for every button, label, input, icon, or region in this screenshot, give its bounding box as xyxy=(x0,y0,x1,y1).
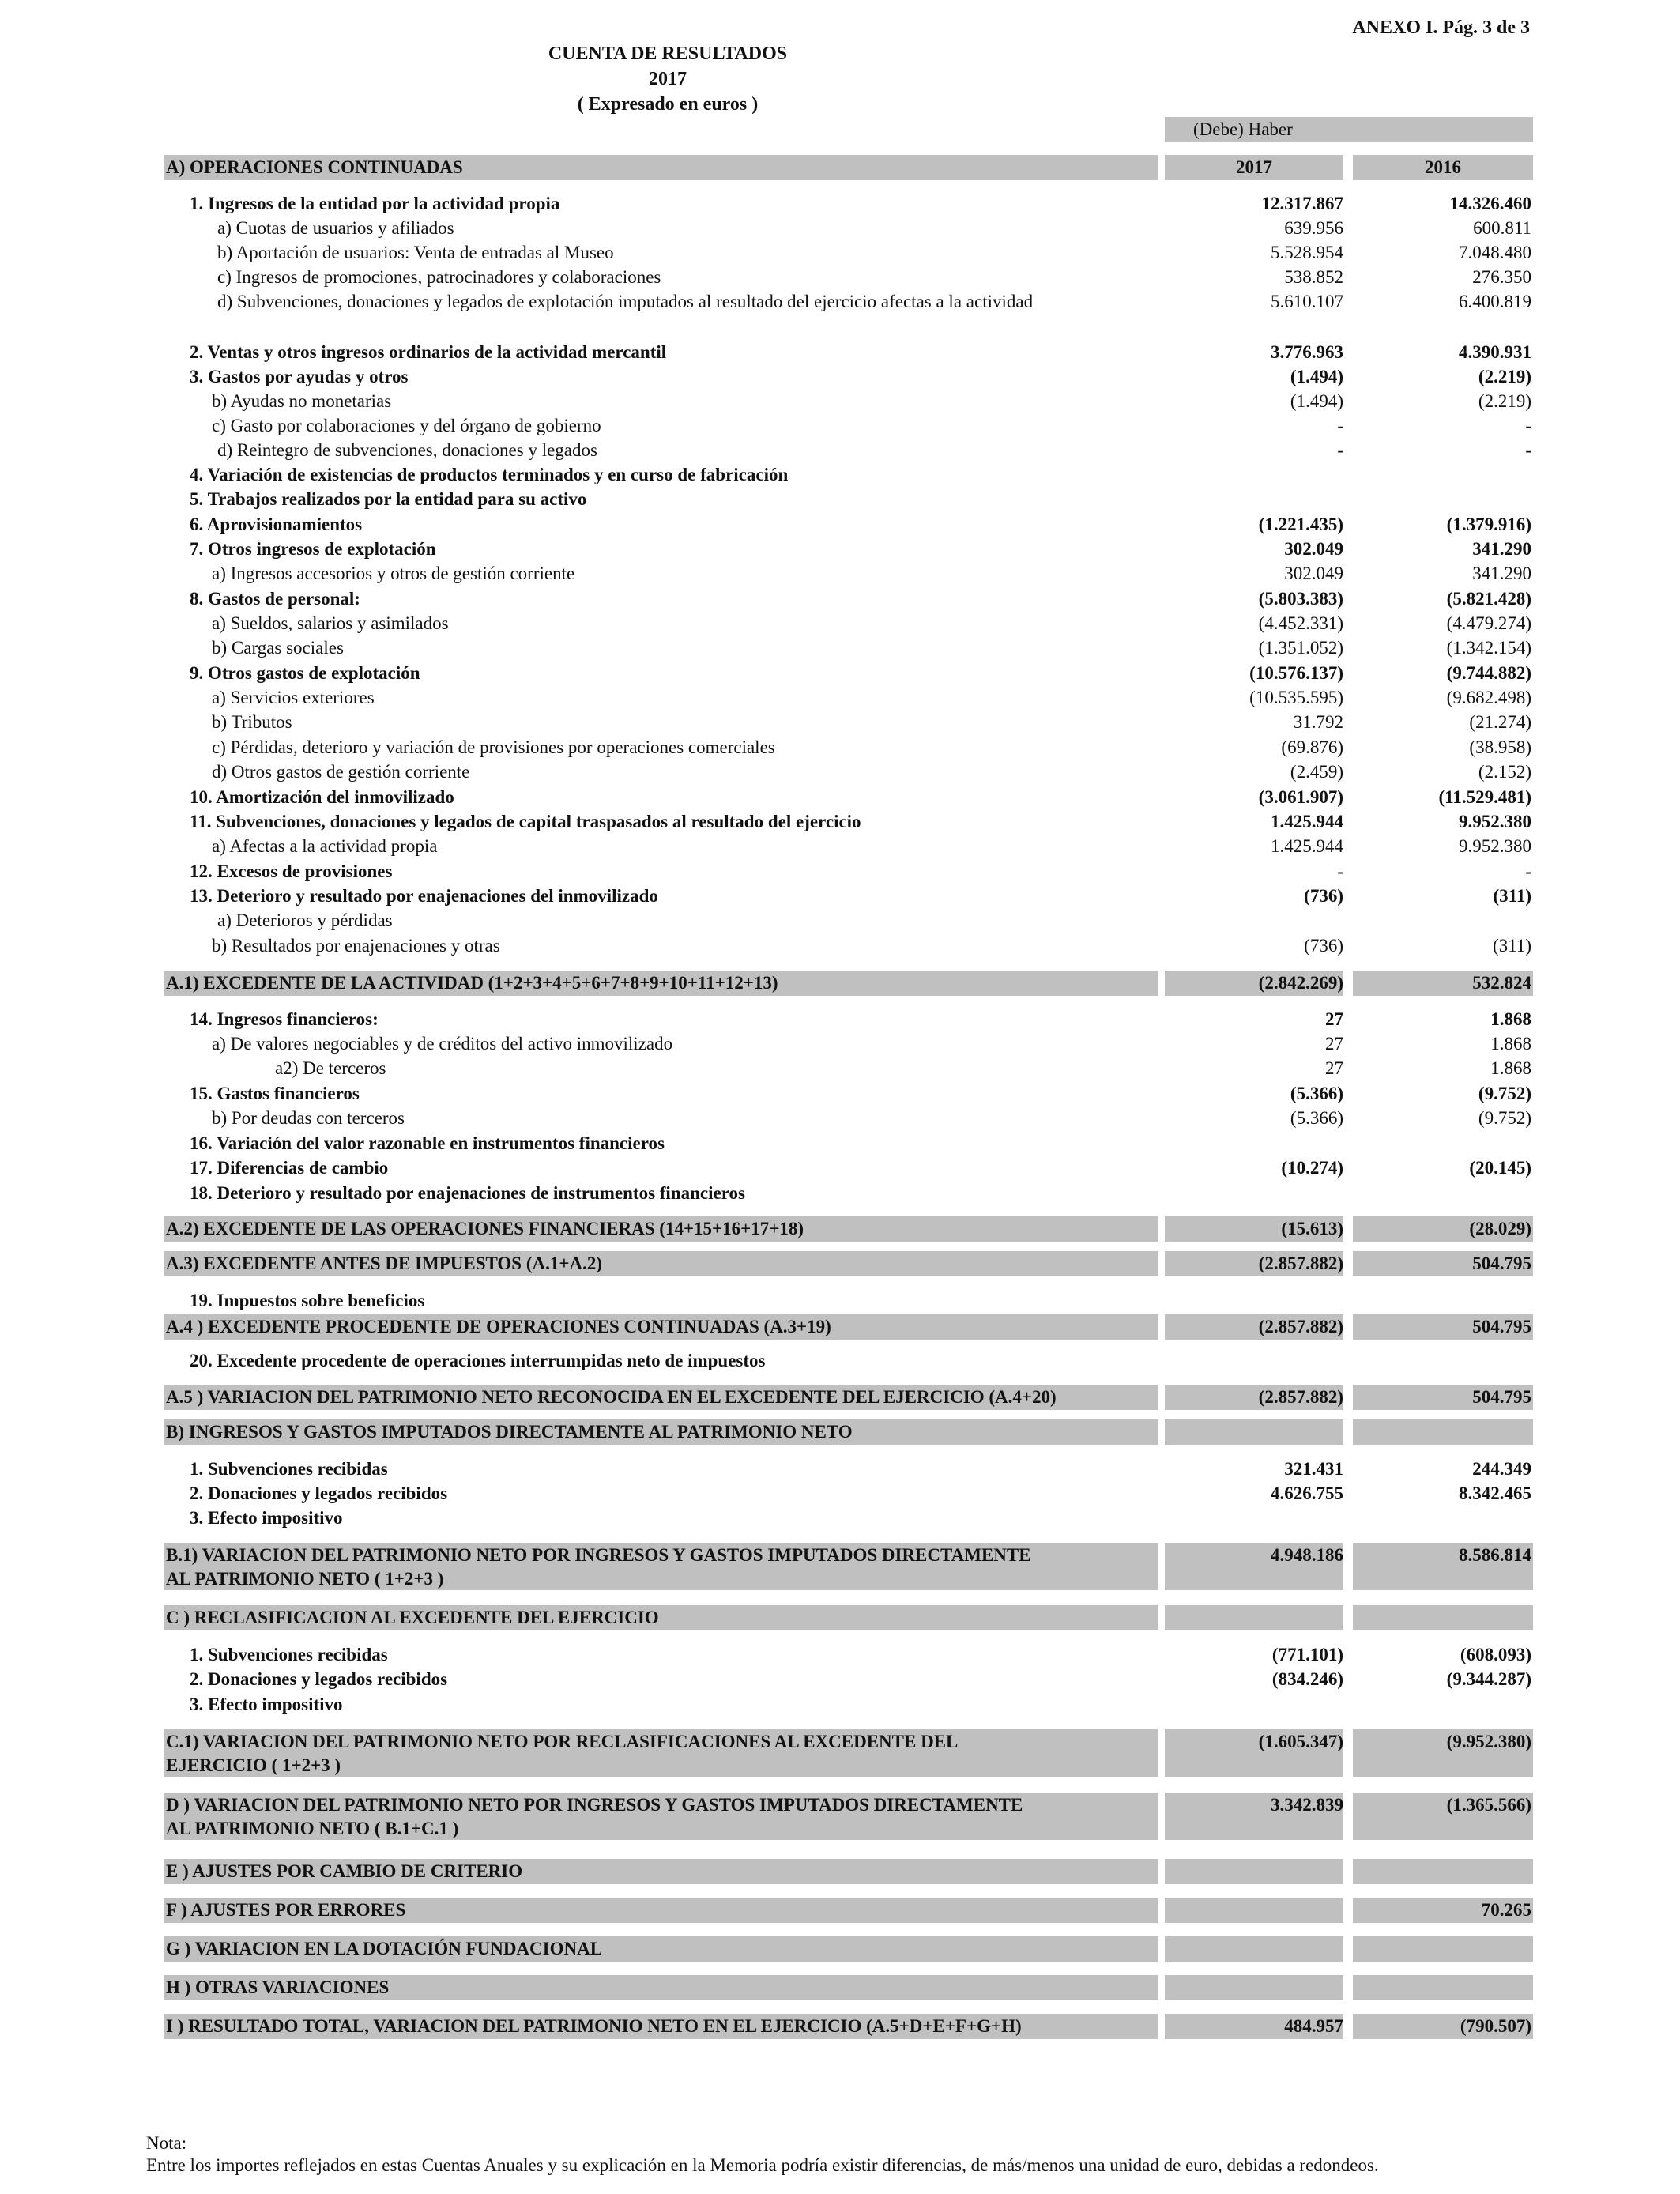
row-value-2016: (5.821.428) xyxy=(1446,589,1531,609)
row-label: a) Cuotas de usuarios y afiliados xyxy=(217,218,454,238)
section-value-2017: (2.857.882) xyxy=(1258,1387,1343,1407)
row-value-2016: 4.390.931 xyxy=(1459,342,1531,362)
section-title: G ) VARIACION EN LA DOTACIÓN FUNDACIONAL xyxy=(166,1939,603,1958)
row-label: d) Otros gastos de gestión corriente xyxy=(212,762,470,782)
row-value-2017: 27 xyxy=(1325,1058,1343,1078)
row-value-2017: 538.852 xyxy=(1284,267,1343,287)
row-label: d) Reintegro de subvenciones, donaciones y legados xyxy=(217,440,597,460)
footnote-text: Entre los importes reflejados en estas Cuentas Anuales y su explicación en la Memoria podría existir diferencias, de más/menos una unidad de euro, debidas a redondeos. xyxy=(146,2155,1379,2175)
row-value-2016: 1.868 xyxy=(1490,1034,1531,1054)
row-value-2017: (834.246) xyxy=(1271,1669,1343,1689)
row-label: 15. Gastos financieros xyxy=(190,1084,360,1103)
section-title: A) OPERACIONES CONTINUADAS xyxy=(166,157,463,177)
section-bar-2017 xyxy=(1165,1898,1343,1923)
row-label: 13. Deterioro y resultado por enajenaciones del inmovilizado xyxy=(190,886,658,906)
row-value-2016: (9.752) xyxy=(1478,1084,1531,1103)
section-value-2016: (28.029) xyxy=(1469,1219,1531,1238)
row-label: b) Resultados por enajenaciones y otras xyxy=(212,936,500,956)
row-value-2016: 341.290 xyxy=(1472,564,1531,583)
section-value-2017: (2.857.882) xyxy=(1258,1253,1343,1273)
row-label: 3. Efecto impositivo xyxy=(190,1695,343,1714)
section-title: B) INGRESOS Y GASTOS IMPUTADOS DIRECTAMENTE AL PATRIMONIO NETO xyxy=(166,1422,853,1442)
row-value-2017: (5.803.383) xyxy=(1258,589,1343,609)
row-value-2017: 4.626.755 xyxy=(1271,1483,1343,1503)
row-value-2017: - xyxy=(1337,440,1343,460)
row-value-2016: 276.350 xyxy=(1472,267,1531,287)
section-value-2017: (2.842.269) xyxy=(1258,973,1343,993)
row-value-2016: (21.274) xyxy=(1469,712,1531,732)
row-label: 3. Gastos por ayudas y otros xyxy=(190,367,409,386)
row-label: 16. Variación del valor razonable en instrumentos financieros xyxy=(190,1133,665,1153)
row-value-2017: - xyxy=(1337,861,1343,881)
row-label: 19. Impuestos sobre beneficios xyxy=(190,1291,425,1310)
row-value-2016: (2.152) xyxy=(1478,762,1531,782)
row-value-2017: 31.792 xyxy=(1293,712,1343,732)
row-value-2016: 14.326.460 xyxy=(1449,194,1531,213)
row-value-2017: (1.351.052) xyxy=(1258,638,1343,658)
section-bar-2016 xyxy=(1353,1605,1533,1630)
row-value-2017: (1.494) xyxy=(1290,367,1343,386)
row-label: 9. Otros gastos de explotación xyxy=(190,663,420,683)
section-title: E ) AJUSTES POR CAMBIO DE CRITERIO xyxy=(166,1861,523,1881)
row-value-2016: (311) xyxy=(1493,936,1531,956)
section-title: AL PATRIMONIO NETO ( 1+2+3 ) xyxy=(166,1569,444,1589)
row-value-2016: - xyxy=(1525,440,1531,460)
row-value-2017: 27 xyxy=(1325,1009,1343,1029)
row-value-2017: - xyxy=(1337,416,1343,435)
section-value-2016: 70.265 xyxy=(1481,1900,1531,1920)
footnote-title: Nota: xyxy=(146,2133,187,2153)
row-label: 20. Excedente procedente de operaciones interrumpidas neto de impuestos xyxy=(190,1351,766,1370)
row-value-2017: (3.061.907) xyxy=(1258,787,1343,807)
row-value-2017: (1.494) xyxy=(1290,391,1343,411)
section-bar-2017 xyxy=(1165,1975,1343,2000)
row-value-2016: (9.682.498) xyxy=(1446,688,1531,707)
title-line-1: CUENTA DE RESULTADOS xyxy=(548,43,788,64)
row-value-2016: (311) xyxy=(1493,886,1531,906)
row-label: 2. Ventas y otros ingresos ordinarios de la actividad mercantil xyxy=(190,342,667,362)
row-label: 10. Amortización del inmovilizado xyxy=(190,787,454,807)
row-value-2016: 8.342.465 xyxy=(1459,1483,1531,1503)
row-value-2017: (5.366) xyxy=(1290,1084,1343,1103)
section-value-2016: 532.824 xyxy=(1472,973,1531,993)
row-label: c) Ingresos de promociones, patrocinadores y colaboraciones xyxy=(217,267,661,287)
section-value-2016: 504.795 xyxy=(1472,1317,1531,1336)
row-label: b) Por deudas con terceros xyxy=(212,1108,405,1128)
row-label: b) Ayudas no monetarias xyxy=(212,391,392,411)
row-label: b) Cargas sociales xyxy=(212,638,344,658)
row-value-2017: 639.956 xyxy=(1284,218,1343,238)
row-value-2016: (11.529.481) xyxy=(1438,787,1531,807)
row-value-2017: (4.452.331) xyxy=(1258,613,1343,633)
row-value-2017: (1.221.435) xyxy=(1258,515,1343,534)
row-value-2017: (10.535.595) xyxy=(1249,688,1343,707)
row-label: 7. Otros ingresos de explotación xyxy=(190,539,436,559)
row-value-2017: (736) xyxy=(1304,936,1343,956)
section-title: F ) AJUSTES POR ERRORES xyxy=(166,1900,406,1920)
row-label: 1. Ingresos de la entidad por la actividad propia xyxy=(190,194,560,213)
row-value-2017: (771.101) xyxy=(1271,1645,1343,1664)
row-value-2016: 6.400.819 xyxy=(1459,292,1531,311)
section-title: C.1) VARIACION DEL PATRIMONIO NETO POR RECLASIFICACIONES AL EXCEDENTE DEL xyxy=(166,1732,959,1751)
row-label: a) Sueldos, salarios y asimilados xyxy=(212,613,449,633)
row-label: a) Deterioros y pérdidas xyxy=(217,910,393,930)
row-label: 18. Deterioro y resultado por enajenaciones de instrumentos financieros xyxy=(190,1183,745,1203)
row-value-2016: 1.868 xyxy=(1490,1058,1531,1078)
section-bar-2017 xyxy=(1165,1859,1343,1884)
section-title: A.4 ) EXCEDENTE PROCEDENTE DE OPERACIONES CONTINUADAS (A.3+19) xyxy=(166,1317,831,1336)
row-label: d) Subvenciones, donaciones y legados de explotación imputados al resultado del ejercicio afectas a la actividad xyxy=(217,292,1034,311)
section-title: C ) RECLASIFICACION AL EXCEDENTE DEL EJERCICIO xyxy=(166,1608,659,1627)
section-value-2016: 504.795 xyxy=(1472,1387,1531,1407)
footnote xyxy=(146,2132,1379,2177)
row-label: 4. Variación de existencias de productos terminados y en curso de fabricación xyxy=(190,465,789,484)
row-value-2016: (608.093) xyxy=(1460,1645,1531,1664)
section-bar-2017 xyxy=(1165,1936,1343,1962)
column-header-2016: 2016 xyxy=(1425,157,1461,177)
section-title: D ) VARIACION DEL PATRIMONIO NETO POR INGRESOS Y GASTOS IMPUTADOS DIRECTAMENTE xyxy=(166,1795,1023,1815)
row-label: a) Afectas a la actividad propia xyxy=(212,836,438,856)
row-label: 12. Excesos de provisiones xyxy=(190,861,393,881)
section-bar-2016 xyxy=(1353,1419,1533,1445)
row-value-2017: (5.366) xyxy=(1290,1108,1343,1128)
row-value-2016: 7.048.480 xyxy=(1459,243,1531,262)
row-value-2016: (4.479.274) xyxy=(1446,613,1531,633)
row-label: 2. Donaciones y legados recibidos xyxy=(190,1669,448,1689)
row-label: 1. Subvenciones recibidas xyxy=(190,1459,388,1479)
section-value-2016: (1.365.566) xyxy=(1446,1795,1531,1815)
row-label: 1. Subvenciones recibidas xyxy=(190,1645,388,1664)
annex-page-indicator: ANEXO I. Pág. 3 de 3 xyxy=(1352,17,1530,38)
row-value-2016: (2.219) xyxy=(1478,367,1531,386)
row-value-2016: - xyxy=(1525,416,1531,435)
title-line-2: 2017 xyxy=(649,69,687,89)
row-value-2016: (9.752) xyxy=(1478,1108,1531,1128)
row-value-2017: 302.049 xyxy=(1284,539,1343,559)
row-value-2017: (736) xyxy=(1304,886,1343,906)
section-value-2016: (9.952.380) xyxy=(1446,1732,1531,1751)
row-label: a) De valores negociables y de créditos del activo inmovilizado xyxy=(212,1034,673,1054)
title-line-3: ( Expresado en euros ) xyxy=(577,94,759,115)
row-value-2016: - xyxy=(1525,861,1531,881)
row-label: a2) De terceros xyxy=(275,1058,386,1078)
row-value-2016: 244.349 xyxy=(1472,1459,1531,1479)
row-value-2017: 27 xyxy=(1325,1034,1343,1054)
row-value-2016: 9.952.380 xyxy=(1459,836,1531,856)
section-value-2016: 504.795 xyxy=(1472,1253,1531,1273)
section-title: B.1) VARIACION DEL PATRIMONIO NETO POR INGRESOS Y GASTOS IMPUTADOS DIRECTAMENTE xyxy=(166,1545,1031,1565)
section-title: H ) OTRAS VARIACIONES xyxy=(166,1977,390,1997)
row-value-2016: 9.952.380 xyxy=(1459,812,1531,831)
section-value-2017: (2.857.882) xyxy=(1258,1317,1343,1336)
row-value-2016: (9.344.287) xyxy=(1446,1669,1531,1689)
row-label: 5. Trabajos realizados por la entidad para su activo xyxy=(190,489,587,509)
row-label: c) Gasto por colaboraciones y del órgano de gobierno xyxy=(212,416,601,435)
row-label: b) Aportación de usuarios: Venta de entradas al Museo xyxy=(217,243,614,262)
section-title: AL PATRIMONIO NETO ( B.1+C.1 ) xyxy=(166,1819,459,1838)
section-value-2017: 4.948.186 xyxy=(1271,1545,1343,1565)
section-bar-2016 xyxy=(1353,1975,1533,2000)
section-title: A.2) EXCEDENTE DE LAS OPERACIONES FINANCIERAS (14+15+16+17+18) xyxy=(166,1219,804,1238)
row-label: a) Servicios exteriores xyxy=(212,688,375,707)
row-value-2017: 1.425.944 xyxy=(1271,812,1343,831)
row-value-2016: (9.744.882) xyxy=(1446,663,1531,683)
section-title: A.5 ) VARIACION DEL PATRIMONIO NETO RECONOCIDA EN EL EXCEDENTE DEL EJERCICIO (A.4+20) xyxy=(166,1387,1057,1407)
section-value-2017: 3.342.839 xyxy=(1271,1795,1343,1815)
row-value-2016: (1.342.154) xyxy=(1446,638,1531,658)
row-label: 8. Gastos de personal: xyxy=(190,589,360,609)
row-label: 14. Ingresos financieros: xyxy=(190,1009,379,1029)
row-value-2017: 321.431 xyxy=(1284,1459,1343,1479)
row-label: b) Tributos xyxy=(212,712,292,732)
row-value-2016: 1.868 xyxy=(1490,1009,1531,1029)
row-label: 17. Diferencias de cambio xyxy=(190,1158,389,1178)
column-header-2017: 2017 xyxy=(1236,157,1272,177)
row-value-2017: (69.876) xyxy=(1281,737,1343,757)
row-value-2016: 341.290 xyxy=(1472,539,1531,559)
section-title: I ) RESULTADO TOTAL, VARIACION DEL PATRIMONIO NETO EN EL EJERCICIO (A.5+D+E+F+G+H) xyxy=(166,2016,1022,2036)
row-value-2016: (1.379.916) xyxy=(1446,515,1531,534)
row-value-2017: 3.776.963 xyxy=(1271,342,1343,362)
section-bar-2017 xyxy=(1165,1605,1343,1630)
row-value-2017: (10.576.137) xyxy=(1249,663,1343,683)
row-value-2017: 5.528.954 xyxy=(1271,243,1343,262)
section-title: A.3) EXCEDENTE ANTES DE IMPUESTOS (A.1+A.2) xyxy=(166,1253,602,1273)
section-value-2017: 484.957 xyxy=(1284,2016,1343,2036)
section-bar-2016 xyxy=(1353,1936,1533,1962)
row-value-2016: 600.811 xyxy=(1473,218,1531,238)
row-label: c) Pérdidas, deterioro y variación de provisiones por operaciones comerciales xyxy=(212,737,775,757)
row-label: a) Ingresos accesorios y otros de gestión corriente xyxy=(212,564,575,583)
row-value-2017: 1.425.944 xyxy=(1271,836,1343,856)
section-title: EJERCICIO ( 1+2+3 ) xyxy=(166,1755,341,1775)
section-title: A.1) EXCEDENTE DE LA ACTIVIDAD (1+2+3+4+5+6+7+8+9+10+11+12+13) xyxy=(166,973,778,993)
row-value-2016: (2.219) xyxy=(1478,391,1531,411)
section-value-2017: (15.613) xyxy=(1281,1219,1343,1238)
section-value-2016: 8.586.814 xyxy=(1459,1545,1531,1565)
row-value-2017: 12.317.867 xyxy=(1261,194,1343,213)
row-value-2017: (10.274) xyxy=(1281,1158,1343,1178)
section-bar-2016 xyxy=(1353,1859,1533,1884)
section-value-2017: (1.605.347) xyxy=(1258,1732,1343,1751)
debe-haber-label: (Debe) Haber xyxy=(1193,119,1293,139)
section-value-2016: (790.507) xyxy=(1460,2016,1531,2036)
row-label: 3. Efecto impositivo xyxy=(190,1508,343,1528)
section-bar-2017 xyxy=(1165,1419,1343,1445)
row-value-2017: 302.049 xyxy=(1284,564,1343,583)
row-value-2016: (38.958) xyxy=(1469,737,1531,757)
row-label: 2. Donaciones y legados recibidos xyxy=(190,1483,448,1503)
row-value-2017: 5.610.107 xyxy=(1271,292,1343,311)
row-label: 6. Aprovisionamientos xyxy=(190,515,363,534)
row-value-2016: (20.145) xyxy=(1469,1158,1531,1178)
report-title xyxy=(529,41,806,117)
row-label: 11. Subvenciones, donaciones y legados de capital traspasados al resultado del ejercicio xyxy=(190,812,861,831)
row-value-2017: (2.459) xyxy=(1290,762,1343,782)
